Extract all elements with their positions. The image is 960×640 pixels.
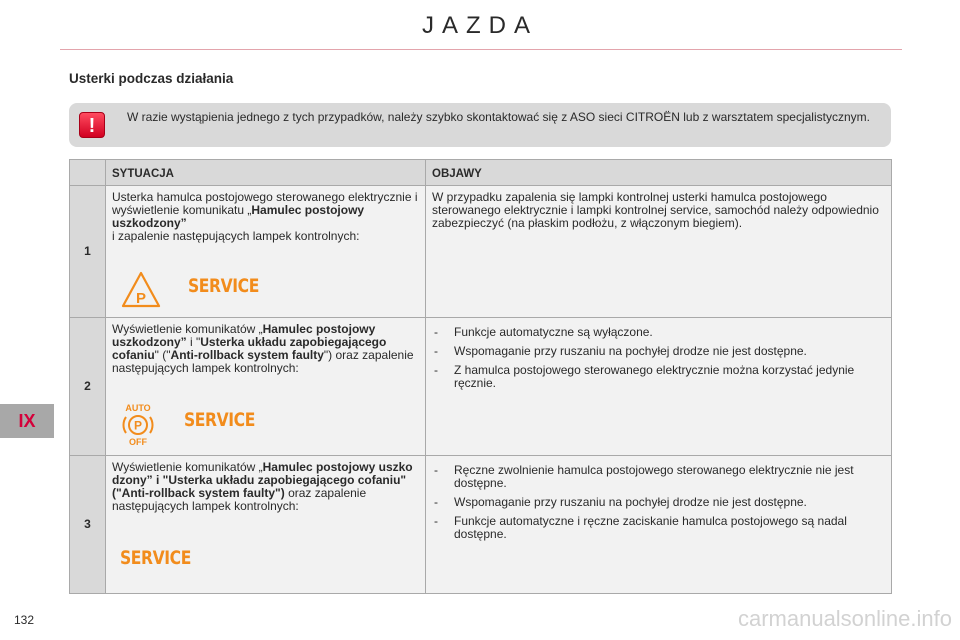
table-row (70, 186, 892, 318)
symptoms-text: W przypadku zapalenia się lampki kontrolnej usterki hamulca postojowego sterowanego elektrycznie i lampki kontrolnej service, samochód należy odpowiednio zabezpieczyć (na płaskim podłożu, z włączonym biegiem). (432, 190, 879, 230)
header-num (70, 160, 106, 186)
off-label: OFF (129, 437, 147, 446)
warning-lamps (106, 270, 425, 320)
situation-cell (106, 318, 426, 456)
service-warning-icon: SERVICE (188, 275, 259, 297)
list-item: - Ręczne zwolnienie hamulca postojowego sterowanego elektrycznie nie jest dostępne. (432, 464, 885, 490)
situation-text: i " (186, 335, 201, 349)
warning-box (69, 103, 891, 147)
exclamation-icon: ! (79, 112, 105, 138)
table-header-row (70, 160, 892, 186)
header-situation: SYTUACJA (106, 160, 426, 186)
list-item: - Wspomaganie przy ruszaniu na pochyłej drodze nie jest dostępne. (432, 496, 885, 509)
service-warning-icon: SERVICE (184, 409, 255, 431)
header-symptoms: OBJAWY (426, 160, 892, 186)
header-divider (60, 49, 902, 50)
parking-letter: P (133, 418, 143, 433)
parking-letter: P (135, 290, 147, 307)
symptoms-list (432, 326, 885, 390)
situation-bold: Hamulec postojowy uszko dzony” i "Usterka układu zapobiegającego cofaniu" ("Anti-rollback system faulty") (112, 460, 413, 500)
situation-text: i zapalenie następujących lampek kontrolnych: (112, 229, 360, 243)
situation-bold: Hamulec postojowy uszkodzony” (112, 322, 376, 349)
list-item: - Z hamulca postojowego sterowanego elektrycznie można korzystać jedynie ręcznie. (432, 364, 885, 390)
situation-text: ") oraz zapalenie następujących lampek kontrolnych: (112, 348, 414, 375)
table-row (70, 318, 892, 456)
row-number: 3 (70, 456, 106, 594)
watermark: carmanualsonline.info (737, 606, 952, 631)
page-number: 132 (14, 613, 35, 627)
service-warning-icon: SERVICE (120, 547, 191, 569)
situation-text: Usterka hamulca postojowego sterowanego elektrycznie i wyświetlenie komunikatu „ (112, 190, 418, 217)
situation-bold: Anti-rollback system faulty (170, 348, 324, 362)
list-item: - Funkcje automatyczne i ręczne zaciskanie hamulca postojowego są nadal dostępne. (432, 515, 885, 541)
situation-bold: Usterka układu zapobiegającego cofaniu (112, 335, 387, 362)
auto-parking-off-icon (118, 402, 158, 446)
situation-text: oraz zapalenie następujących lampek kontrolnych: (112, 486, 367, 513)
row-number: 2 (70, 318, 106, 456)
situation-bold: Hamulec postojowy uszkodzony” (112, 203, 365, 230)
table-row (70, 456, 892, 594)
section-title: Usterki podczas działania (69, 71, 234, 86)
list-item: - Wspomaganie przy ruszaniu na pochyłej drodze nie jest dostępne. (432, 345, 885, 358)
row-number: 1 (70, 186, 106, 318)
page-title: JAZDA (421, 12, 538, 39)
symptoms-cell (426, 318, 892, 456)
warning-text: W razie wystąpienia jednego z tych przypadków, należy szybko skontaktować się z ASO sieci CITROËN lub z warsztatem specjalistycznym. (127, 110, 870, 124)
symptoms-list (432, 464, 885, 541)
symptoms-cell (426, 456, 892, 594)
warning-lamps (106, 402, 425, 452)
symptoms-cell (426, 186, 892, 318)
list-item: - Funkcje automatyczne są wyłączone. (432, 326, 885, 339)
situation-text: Wyświetlenie komunikatów „ (112, 460, 263, 474)
situation-cell (106, 456, 426, 594)
chapter-tab: IX (0, 404, 54, 438)
fault-table (69, 159, 892, 594)
auto-label: AUTO (125, 403, 151, 413)
warning-lamps (106, 544, 425, 594)
situation-text: Wyświetlenie komunikatów „ (112, 322, 263, 336)
situation-text: " (" (154, 348, 171, 362)
situation-cell (106, 186, 426, 318)
parking-brake-warning-icon (120, 270, 162, 310)
